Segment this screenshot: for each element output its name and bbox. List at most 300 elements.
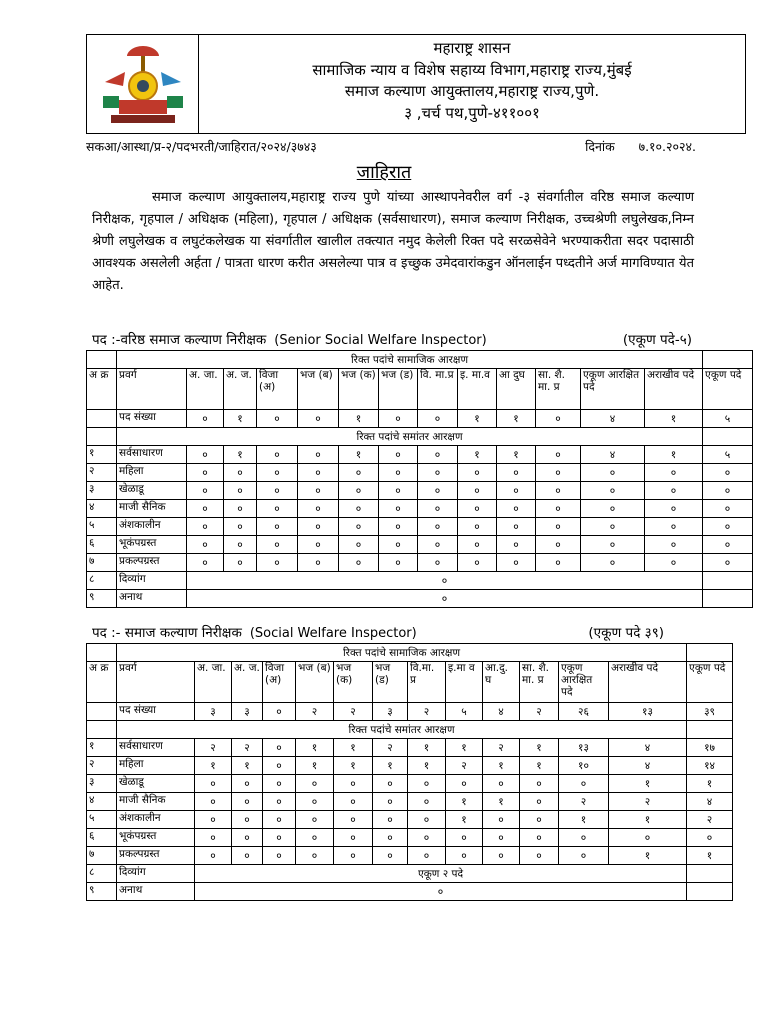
- table-cell: ९: [87, 590, 117, 608]
- table-cell: १: [645, 410, 703, 428]
- table-cell: ०: [263, 757, 296, 775]
- table-cell: २: [559, 793, 609, 811]
- table-cell: १: [609, 775, 687, 793]
- table-cell: २: [609, 793, 687, 811]
- table-cell: ०: [536, 464, 581, 482]
- table-row: [87, 865, 733, 883]
- table-cell: २: [87, 757, 117, 775]
- table-cell: ०: [373, 811, 408, 829]
- table-cell: अनाथ: [117, 883, 195, 901]
- column-header: एकूण आरक्षित पदे: [559, 662, 609, 703]
- table-cell: १: [609, 811, 687, 829]
- table-row: [87, 446, 753, 464]
- table-row: [87, 847, 733, 865]
- post2-total: (एकूण पदे ३९): [588, 625, 664, 641]
- table-cell: ०: [536, 446, 581, 464]
- column-header: अराखीव पदे: [645, 369, 703, 410]
- table-cell: ०: [263, 739, 296, 757]
- table-cell: ३: [87, 775, 117, 793]
- column-header: अ. ज.: [224, 369, 257, 410]
- table-cell: ०: [581, 464, 645, 482]
- table-cell: [687, 883, 733, 901]
- post2-table: [86, 643, 733, 901]
- table-cell: १: [195, 757, 232, 775]
- table-cell: ०: [298, 500, 339, 518]
- table-row: [87, 482, 753, 500]
- table-cell: ०: [224, 482, 257, 500]
- table-cell: प्रकल्पग्रस्त: [117, 554, 187, 572]
- table-cell: ०: [195, 775, 232, 793]
- table-cell: महिला: [117, 757, 195, 775]
- table-cell: १: [296, 757, 334, 775]
- table-row: [87, 775, 733, 793]
- table-cell: ०: [483, 775, 520, 793]
- table-cell: १: [520, 739, 559, 757]
- table-cell: १: [483, 793, 520, 811]
- table-cell: ०: [257, 482, 298, 500]
- table-cell: १: [224, 446, 257, 464]
- table-cell: ०: [339, 482, 379, 500]
- parallel-title-row: [87, 428, 753, 446]
- table-cell: ०: [408, 793, 446, 811]
- post-count-row: [87, 703, 733, 721]
- table-cell: ०: [645, 518, 703, 536]
- table-cell: ०: [483, 847, 520, 865]
- table-cell: ०: [379, 482, 418, 500]
- table-cell: ०: [195, 847, 232, 865]
- table-cell: १३: [559, 739, 609, 757]
- table-cell: ०: [232, 775, 263, 793]
- table-cell: ०: [458, 500, 497, 518]
- table-cell: ०: [536, 554, 581, 572]
- table-cell: ६: [87, 536, 117, 554]
- table-cell: ०: [379, 464, 418, 482]
- table-cell: ०: [703, 482, 753, 500]
- table-cell: ५: [446, 703, 483, 721]
- table-cell: ०: [339, 518, 379, 536]
- table-cell: ०: [232, 829, 263, 847]
- table-cell: ०: [187, 536, 224, 554]
- table-cell: ०: [520, 829, 559, 847]
- table-cell: ०: [339, 536, 379, 554]
- table-cell: १: [224, 410, 257, 428]
- table-cell: ०: [187, 518, 224, 536]
- column-header: अराखीव पदे: [609, 662, 687, 703]
- table-cell: ७: [87, 554, 117, 572]
- table-cell: ०: [195, 811, 232, 829]
- table-cell: ०: [703, 464, 753, 482]
- table-cell: पद संख्या: [117, 703, 195, 721]
- table-cell: [87, 703, 117, 721]
- table-cell: ०: [379, 518, 418, 536]
- table-cell: ०: [187, 500, 224, 518]
- column-header: अ क्र: [87, 662, 117, 703]
- table-cell: एकूण २ पदे: [195, 865, 687, 883]
- table-cell: ०: [408, 829, 446, 847]
- table-cell: ४: [87, 793, 117, 811]
- table-cell: ३: [87, 482, 117, 500]
- table-row: [87, 757, 733, 775]
- table-cell: ०: [334, 811, 373, 829]
- table-cell: ३: [195, 703, 232, 721]
- table-cell: ०: [187, 482, 224, 500]
- table-cell: [87, 351, 117, 369]
- table-cell: ०: [687, 829, 733, 847]
- table-cell: ४: [581, 410, 645, 428]
- table-cell: ०: [581, 500, 645, 518]
- table-cell: १०: [559, 757, 609, 775]
- table-cell: ७: [87, 847, 117, 865]
- table-cell: १: [446, 811, 483, 829]
- table-cell: ०: [645, 500, 703, 518]
- table-cell: ०: [257, 410, 298, 428]
- table-cell: ०: [520, 793, 559, 811]
- header-line-2: सामाजिक न्याय व विशेष सहाय्य विभाग,महाराष्ट्र राज्य,मुंबई: [312, 60, 632, 79]
- table-cell: ०: [263, 703, 296, 721]
- table-cell: ०: [232, 847, 263, 865]
- table-cell: ०: [257, 536, 298, 554]
- table-cell: ०: [296, 811, 334, 829]
- post-count-row: [87, 410, 753, 428]
- header-state: महाराष्ट्र शासन: [433, 39, 511, 57]
- table-cell: ३९: [687, 703, 733, 721]
- table-cell: [687, 644, 733, 662]
- column-header: एकूण पदे: [703, 369, 753, 410]
- table-cell: [687, 721, 733, 739]
- column-header: इ.मा व: [446, 662, 483, 703]
- table-cell: ०: [296, 829, 334, 847]
- table-cell: भूकंपग्रस्त: [117, 536, 187, 554]
- table-cell: ०: [581, 536, 645, 554]
- table-cell: १: [483, 757, 520, 775]
- table-cell: १: [334, 757, 373, 775]
- table-cell: ५: [703, 446, 753, 464]
- table-cell: ०: [536, 410, 581, 428]
- header-row: [87, 369, 753, 410]
- table-cell: १: [458, 446, 497, 464]
- table-cell: ०: [263, 847, 296, 865]
- social-title-row: [87, 351, 753, 369]
- table-cell: ०: [224, 464, 257, 482]
- table-cell: ५: [703, 410, 753, 428]
- table-cell: ०: [187, 410, 224, 428]
- table-cell: ०: [334, 829, 373, 847]
- table-cell: ०: [520, 811, 559, 829]
- table-cell: ०: [497, 500, 536, 518]
- table-cell: ०: [187, 590, 703, 608]
- table-cell: ०: [298, 536, 339, 554]
- table-cell: ०: [263, 793, 296, 811]
- table-cell: ०: [645, 464, 703, 482]
- table-cell: अनाथ: [117, 590, 187, 608]
- table-cell: प्रकल्पग्रस्त: [117, 847, 195, 865]
- table-cell: ०: [379, 446, 418, 464]
- department-logo-icon: [87, 35, 199, 133]
- table-cell: ०: [497, 554, 536, 572]
- table-cell: १: [373, 757, 408, 775]
- table-cell: १: [296, 739, 334, 757]
- intro-paragraph: समाज कल्याण आयुक्तालय,महाराष्ट्र राज्य पुणे यांच्या आस्थापनेवरील वर्ग -३ संवर्गातील वरिष्ठ समाज कल्याण निरीक्षक, गृहपाल / अधिक्षक (महिला), गृहपाल / अधिक्षक (सर्वसाधारण), समाज कल्याण निरीक्षक, उच्चश्रेणी लघुलेखक,निम्न श्रेणी लघुलेखक व लघुटंकलेखक या संवर्गातील खालील तक्त्यात नमुद केलेली रिक्त पदे सरळसेवेने भरण्याकरीता सदर पदासाठी आवश्यक असलेली अर्हता / पात्रता धारण करीत असलेल्या पात्र व इच्छुक उमेदवारांकडुन ऑनलाईन पध्दतीने अर्ज मागविण्यात येत आहेत.: [92, 190, 694, 293]
- table-cell: ०: [609, 829, 687, 847]
- page-title: जाहिरात: [356, 162, 412, 183]
- table-cell: ४: [581, 446, 645, 464]
- column-header: अ क्र: [87, 369, 117, 410]
- table-cell: ०: [257, 518, 298, 536]
- table-cell: ०: [263, 775, 296, 793]
- table-cell: ०: [581, 554, 645, 572]
- table-cell: ०: [418, 554, 458, 572]
- table-cell: २: [296, 703, 334, 721]
- table-cell: ०: [298, 410, 339, 428]
- column-header: एकूण पदे: [687, 662, 733, 703]
- table-cell: ९: [87, 883, 117, 901]
- table-cell: महिला: [117, 464, 187, 482]
- reference-number: सकआ/आस्था/प्र-२/पदभरती/जाहिरात/२०२४/३७४३: [86, 139, 317, 154]
- table-cell: २: [87, 464, 117, 482]
- table-cell: २: [373, 739, 408, 757]
- table-cell: ०: [373, 829, 408, 847]
- social-reservation-title: रिक्त पदांचे सामाजिक आरक्षण: [117, 644, 687, 662]
- table-cell: ०: [581, 482, 645, 500]
- column-header: भज (क): [339, 369, 379, 410]
- table-cell: १: [687, 847, 733, 865]
- table-cell: ०: [224, 500, 257, 518]
- table-row: [87, 811, 733, 829]
- table-cell: ८: [87, 865, 117, 883]
- table-cell: ०: [703, 554, 753, 572]
- table-cell: ०: [458, 482, 497, 500]
- table-cell: ४: [483, 703, 520, 721]
- table-cell: २: [483, 739, 520, 757]
- table-cell: ०: [296, 793, 334, 811]
- table-cell: ४: [687, 793, 733, 811]
- column-header: इ. मा.व: [458, 369, 497, 410]
- table-cell: ०: [703, 500, 753, 518]
- table-cell: माजी सैनिक: [117, 793, 195, 811]
- table-cell: ०: [298, 446, 339, 464]
- table-cell: ०: [298, 482, 339, 500]
- table-cell: खेळाडू: [117, 482, 187, 500]
- table-cell: ६: [87, 829, 117, 847]
- table-cell: १: [609, 847, 687, 865]
- table-cell: ०: [645, 554, 703, 572]
- table-cell: ०: [296, 847, 334, 865]
- table-cell: ०: [497, 536, 536, 554]
- table-cell: ०: [418, 410, 458, 428]
- table-cell: ०: [373, 847, 408, 865]
- table-cell: दिव्यांग: [117, 865, 195, 883]
- header-line-1: [199, 38, 745, 60]
- table-cell: ०: [458, 518, 497, 536]
- table-cell: १: [339, 446, 379, 464]
- table-cell: ४: [87, 500, 117, 518]
- column-header: अ. जा.: [195, 662, 232, 703]
- table-cell: ५: [87, 518, 117, 536]
- table-cell: ८: [87, 572, 117, 590]
- table-cell: १: [645, 446, 703, 464]
- table-cell: ०: [559, 847, 609, 865]
- table-cell: ०: [446, 847, 483, 865]
- table-cell: [87, 428, 117, 446]
- table-cell: ०: [232, 793, 263, 811]
- table-cell: १: [334, 739, 373, 757]
- column-header: वि.मा. प्र: [408, 662, 446, 703]
- column-header: आ.दु. घ: [483, 662, 520, 703]
- table-row: [87, 883, 733, 901]
- table-cell: ०: [458, 536, 497, 554]
- table-cell: ०: [379, 554, 418, 572]
- table-cell: १: [339, 410, 379, 428]
- header-line-4: ३ ,चर्च पथ,पुणे-४११००१: [404, 103, 540, 122]
- table-cell: ०: [497, 518, 536, 536]
- table-cell: ०: [703, 536, 753, 554]
- table-cell: ०: [379, 410, 418, 428]
- table-cell: १: [497, 410, 536, 428]
- column-header: विजा (अ): [257, 369, 298, 410]
- parallel-reservation-title: रिक्त पदांचे समांतर आरक्षण: [117, 721, 687, 739]
- table-cell: दिव्यांग: [117, 572, 187, 590]
- table-row: [87, 793, 733, 811]
- table-cell: सर्वसाधारण: [117, 446, 187, 464]
- table-cell: १: [408, 739, 446, 757]
- table-row: [87, 590, 753, 608]
- table-cell: ०: [418, 446, 458, 464]
- column-header: भज (ब): [296, 662, 334, 703]
- table-cell: ०: [559, 829, 609, 847]
- table-cell: ४: [609, 739, 687, 757]
- table-cell: [703, 351, 753, 369]
- table-cell: २६: [559, 703, 609, 721]
- reference-date: दिनांक ७.१०.२०२४.: [585, 139, 696, 154]
- table-cell: ०: [497, 482, 536, 500]
- table-cell: ०: [536, 518, 581, 536]
- table-cell: ०: [257, 446, 298, 464]
- table-cell: ०: [339, 500, 379, 518]
- table-cell: १७: [687, 739, 733, 757]
- table-cell: ०: [645, 482, 703, 500]
- table-cell: ०: [379, 536, 418, 554]
- table-cell: अंशकालीन: [117, 811, 195, 829]
- table-cell: २: [232, 739, 263, 757]
- table-cell: १: [87, 739, 117, 757]
- table-cell: १: [559, 811, 609, 829]
- table-cell: ०: [520, 847, 559, 865]
- table-cell: १४: [687, 757, 733, 775]
- table-cell: ०: [187, 554, 224, 572]
- post1-table: [86, 350, 753, 608]
- table-cell: २: [687, 811, 733, 829]
- table-cell: ०: [257, 464, 298, 482]
- header-row: [87, 662, 733, 703]
- table-cell: ०: [263, 811, 296, 829]
- table-cell: ०: [298, 464, 339, 482]
- table-cell: ०: [418, 518, 458, 536]
- column-header: विजा (अ): [263, 662, 296, 703]
- table-row: [87, 500, 753, 518]
- table-cell: ०: [334, 847, 373, 865]
- table-cell: ०: [195, 883, 687, 901]
- table-cell: ०: [418, 464, 458, 482]
- letterhead-text: [199, 35, 745, 133]
- column-header: अ. ज.: [232, 662, 263, 703]
- post2-heading: पद :- समाज कल्याण निरीक्षक (Social Welfare Inspector) (एकूण पदे ३९): [92, 625, 664, 641]
- table-cell: ०: [458, 554, 497, 572]
- post1-heading: पद :-वरिष्ठ समाज कल्याण निरीक्षक (Senior Social Welfare Inspector) (एकूण पदे-५): [92, 332, 692, 348]
- table-cell: १: [232, 757, 263, 775]
- table-cell: ०: [418, 482, 458, 500]
- table-cell: ०: [483, 829, 520, 847]
- table-cell: १: [87, 446, 117, 464]
- column-header: प्रवर्ग: [117, 369, 187, 410]
- table-cell: ०: [408, 775, 446, 793]
- table-cell: २: [520, 703, 559, 721]
- column-header: भज (ब): [298, 369, 339, 410]
- table-cell: पद संख्या: [117, 410, 187, 428]
- parallel-title-row: [87, 721, 733, 739]
- table-cell: ५: [87, 811, 117, 829]
- header-line-3: समाज कल्याण आयुक्तालय,महाराष्ट्र राज्य,पुणे.: [344, 82, 600, 100]
- table-cell: ४: [609, 757, 687, 775]
- column-header: भज (ड): [373, 662, 408, 703]
- table-cell: ३: [373, 703, 408, 721]
- table-cell: ०: [408, 847, 446, 865]
- table-cell: १: [687, 775, 733, 793]
- table-row: [87, 464, 753, 482]
- table-cell: ०: [373, 775, 408, 793]
- table-cell: ०: [446, 829, 483, 847]
- social-title-row: [87, 644, 733, 662]
- letterhead: [86, 34, 746, 134]
- table-cell: ०: [195, 829, 232, 847]
- table-cell: ०: [536, 500, 581, 518]
- table-cell: ०: [559, 775, 609, 793]
- column-header: भज (क): [334, 662, 373, 703]
- table-cell: १: [497, 446, 536, 464]
- table-cell: ०: [298, 518, 339, 536]
- table-cell: ०: [257, 554, 298, 572]
- table-cell: ०: [334, 775, 373, 793]
- table-row: [87, 536, 753, 554]
- table-row: [87, 572, 753, 590]
- table-cell: ०: [581, 518, 645, 536]
- table-cell: ०: [298, 554, 339, 572]
- reference-row: [86, 138, 746, 155]
- table-cell: ०: [195, 793, 232, 811]
- table-row: [87, 518, 753, 536]
- table-cell: माजी सैनिक: [117, 500, 187, 518]
- table-cell: ०: [373, 793, 408, 811]
- table-cell: भूकंपग्रस्त: [117, 829, 195, 847]
- table-cell: ०: [418, 500, 458, 518]
- table-cell: ०: [446, 775, 483, 793]
- table-cell: [687, 865, 733, 883]
- social-reservation-title: रिक्त पदांचे सामाजिक आरक्षण: [117, 351, 703, 369]
- table-cell: ०: [520, 775, 559, 793]
- table-cell: २: [195, 739, 232, 757]
- table-cell: ०: [645, 536, 703, 554]
- column-header: वि. मा.प्र: [418, 369, 458, 410]
- table-cell: [87, 410, 117, 428]
- table-cell: १: [408, 757, 446, 775]
- table-cell: ०: [232, 811, 263, 829]
- table-cell: ०: [224, 536, 257, 554]
- table-row: [87, 554, 753, 572]
- table-cell: ०: [187, 446, 224, 464]
- table-row: [87, 739, 733, 757]
- table-cell: अंशकालीन: [117, 518, 187, 536]
- table-cell: ०: [418, 536, 458, 554]
- parallel-reservation-title: रिक्त पदांचे समांतर आरक्षण: [117, 428, 703, 446]
